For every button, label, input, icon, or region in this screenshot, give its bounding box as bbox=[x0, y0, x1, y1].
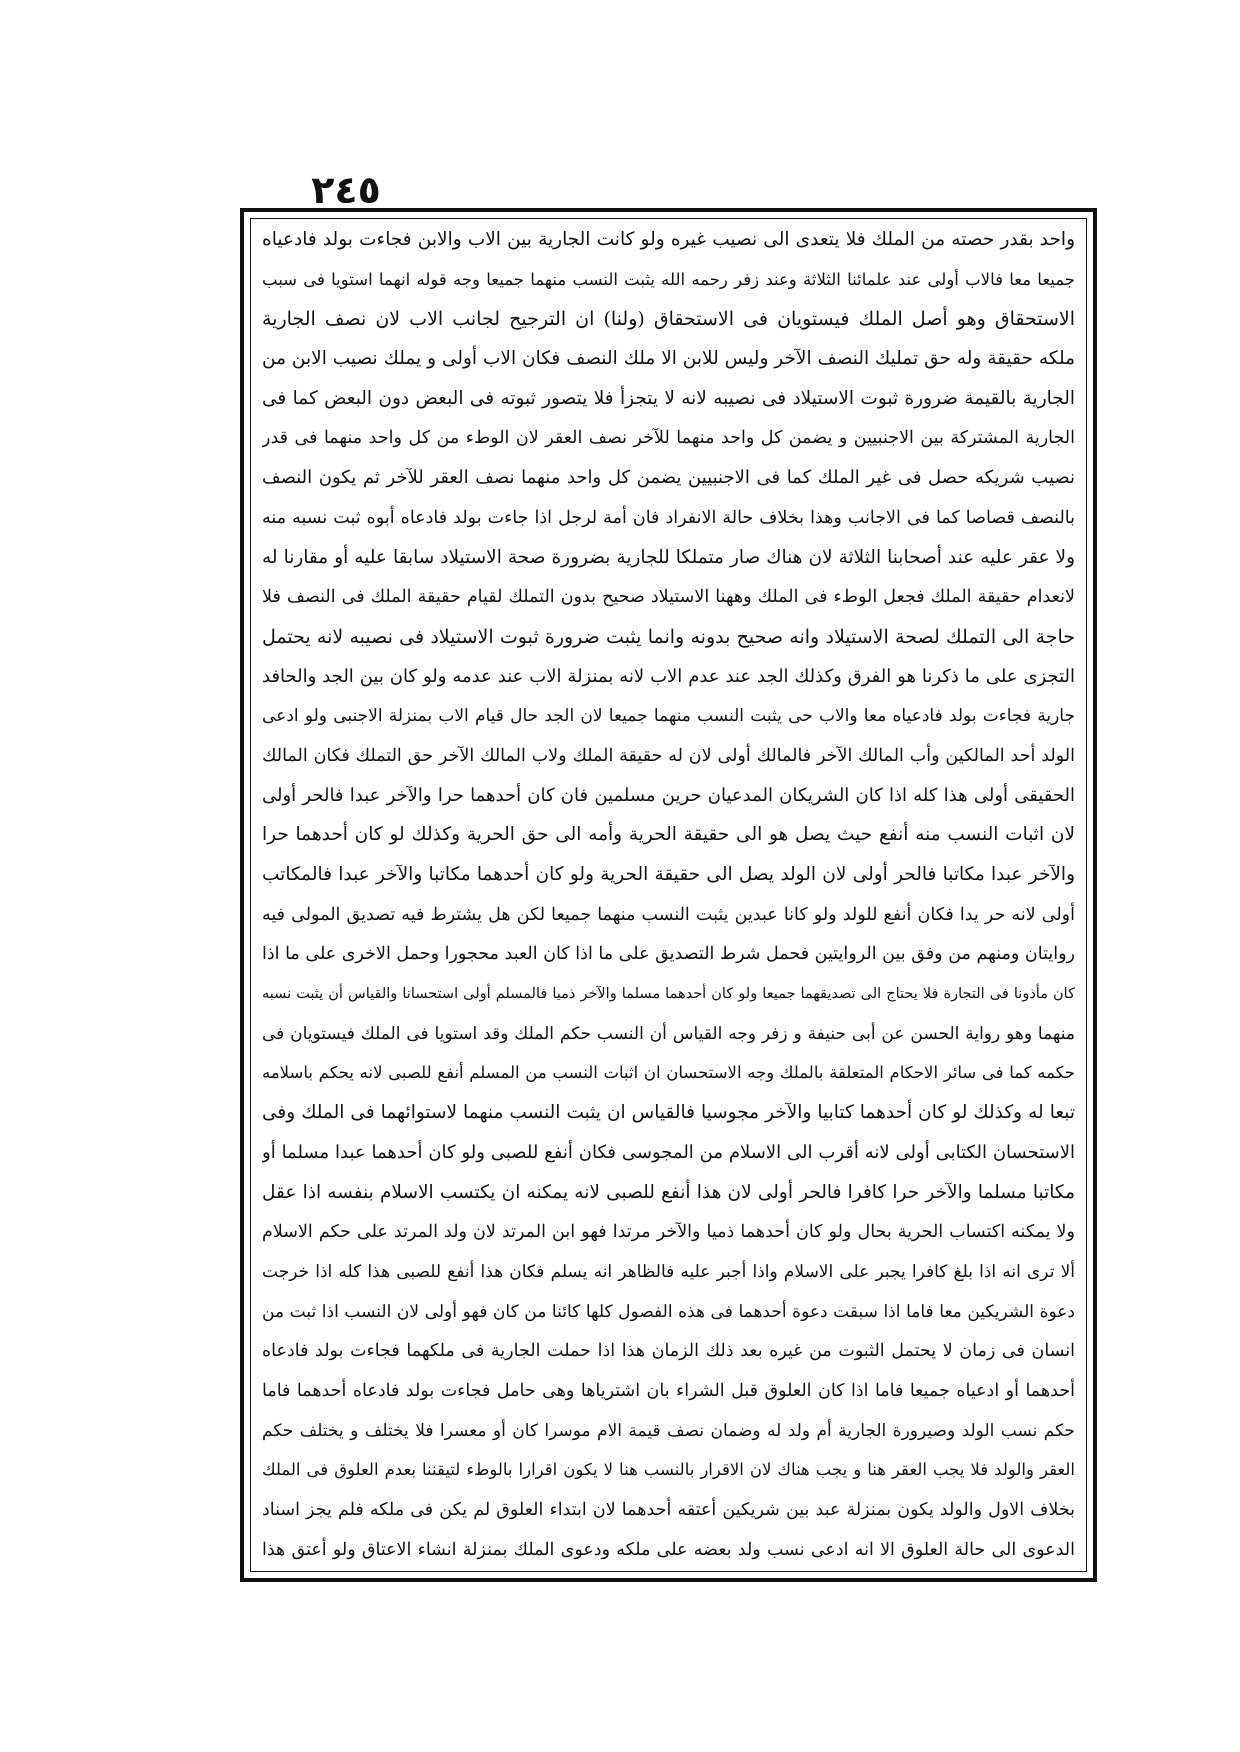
text-line: واحد بقدر حصته من الملك فلا يتعدى الى نصيب غيره ولو كانت الجارية بين الاب والابن فجاءت بولد فادعياه bbox=[262, 229, 1075, 250]
text-line: الحقيقى أولى هذا كله اذا كان الشريكان المدعيان حرين مسلمين فان كان أحدهما حرا والآخر عبدا فالحر أولى bbox=[262, 784, 1075, 806]
text-line: جميعا معا فالاب أولى عند علمائنا الثلاثة وعند زفر رحمه الله يثبت النسب منهما جميعا وجه قوله انهما استويا فى سبب bbox=[262, 269, 1075, 289]
text-line: حكم نسب الولد وصيرورة الجارية أم ولد له وضمان نصف قيمة الام موسرا كان أو معسرا فلا يختلف و يختلف حكم bbox=[262, 1420, 1075, 1441]
page-number: ٢٤٥ bbox=[311, 168, 381, 212]
text-line: انسان فى زمان لا يحتمل الثبوت من غيره بعد ذلك الزمان هذا اذا حملت الجارية فى ملكهما فجاءت بولد فادعاه bbox=[262, 1341, 1075, 1362]
text-line: العقر والولد فلا يجب العقر هنا و يجب هناك لان الاقرار بالنسب هنا لا يكون اقرارا بالوطء لتيقننا بعدم العلوق فى الملك bbox=[262, 1460, 1075, 1480]
text-line: الدعوى الى حالة العلوق الا انه ادعى نسب ولد بعضه على ملكه ودعوى الملك بمنزلة انشاء الاعتاق ولو أعتق هذا bbox=[262, 1539, 1075, 1560]
text-line: الاستحقاق وهو أصل الملك فيستويان فى الاستحقاق (ولنا) ان الترجيح لجانب الاب لان نصف الجارية bbox=[262, 308, 1075, 331]
text-line: ولا عقر عليه عند أصحابنا الثلاثة لان هناك صار متملكا للجارية بضرورة صحة الاستيلاد سابقا عليه أو مقارنا له bbox=[262, 546, 1075, 568]
text-line: تبعا له وكذلك لو كان أحدهما كتابيا والآخر مجوسيا فالقياس ان يثبت النسب منهما لاستوائهما فى الملك وفى bbox=[262, 1102, 1075, 1124]
text-line: والآخر عبدا مكاتبا فالحر أولى لان الولد يصل الى حقيقة الحرية ولو كان أحدهما مكاتبا والآخر عبدا فالمكاتب bbox=[262, 864, 1075, 885]
text-line: حكمه كما فى سائر الاحكام المتعلقة بالملك وجه الاستحسان ان اثبات النسب من المسلم أنفع للصبى لانه يحكم باسلامه bbox=[262, 1063, 1075, 1083]
text-line: لان اثبات النسب منه أنفع حيث يصل هو الى حقيقة الحرية وأمه الى حق الحرية وكذلك لو كان أحدهما حرا bbox=[262, 824, 1075, 846]
text-line: دعوة الشريكين معا فاما اذا سبقت دعوة أحدهما فى هذه الفصول كلها كائنا من كان فهو أولى لان النسب اذا ثبت من bbox=[262, 1301, 1075, 1322]
text-line: نصيب شريكه حصل فى غير الملك كما فى الاجنبيين يضمن كل واحد منهما نصف العقر للآخر ثم يكون النصف bbox=[262, 467, 1075, 489]
text-line: مكاتبا مسلما والآخر حرا كافرا فالحر أولى لان هذا أنفع للصبى لانه يمكنه ان يكتسب الاسلام بنفسه اذا عقل bbox=[262, 1181, 1075, 1203]
text-line: أولى لانه حر يدا فكان أنفع للولد ولو كانا عبدين يثبت النسب منهما جميعا لكن هل يشترط فيه تصديق المولى فيه bbox=[262, 904, 1075, 925]
text-line: روايتان ومنهم من وفق بين الروايتين فحمل شرط التصديق على ما اذا كان العبد محجورا وحمل الاخرى على ما اذا bbox=[262, 944, 1075, 965]
text-body bbox=[262, 222, 1075, 1568]
text-line: الجارية بالقيمة ضرورة ثبوت الاستيلاد فى نصيبه لانه لا يتجزأ فلا يتصور ثبوته فى البعض دون البعض كما فى bbox=[262, 387, 1075, 409]
text-line: منهما وهو رواية الحسن عن أبى حنيفة و زفر وجه القياس أن النسب حكم الملك وقد استويا فى الملك فيستويان فى bbox=[262, 1023, 1075, 1044]
text-line: حاجة الى التملك لصحة الاستيلاد وانه صحيح بدونه وانما يثبت ضرورة ثبوت الاستيلاد فى نصيبه لانه يحتمل bbox=[262, 625, 1075, 648]
text-line: لانعدام حقيقة الملك فجعل الوطء فى الملك وههنا الاستيلاد صحيح بدون التملك لقيام حقيقة الملك فى النصف فلا bbox=[262, 587, 1075, 608]
text-line: الولد أحد المالكين وأب المالك الآخر فالمالك أولى لان له حقيقة الملك ولاب المالك الآخر حق التملك فكان المالك bbox=[262, 745, 1075, 766]
text-line: ملكه حقيقة وله حق تمليك النصف الآخر وليس للابن الا ملك النصف فكان الاب أولى و يملك نصيب الابن من bbox=[262, 348, 1075, 370]
text-line: بخلاف الاول والولد يكون بمنزلة عبد بين شريكين أعتقه أحدهما لان ابتداء العلوق لم يكن فى ملكه فلم يجز اسناد bbox=[262, 1500, 1075, 1520]
text-line: التجزى على ما ذكرنا هو الفرق وكذلك الجد عند عدم الاب لانه بمنزلة الاب عند عدمه ولو كان بين الجد والحافد bbox=[262, 665, 1075, 687]
text-line: أحدهما أو ادعياه جميعا فاما اذا كان العلوق قبل الشراء بان اشترياها وهى حامل فجاءت بولد فادعاه أحدهما فاما bbox=[262, 1380, 1075, 1401]
text-line: جارية فجاءت بولد فادعياه معا والاب حى يثبت النسب منهما جميعا لان الجد حال قيام الاب بمنزلة الاجنبى ولو ادعى bbox=[262, 706, 1075, 727]
text-line: ألا ترى انه اذا بلغ كافرا يجبر على الاسلام واذا أجبر عليه فالظاهر انه يسلم فكان هذا أنفع للصبى هذا كله اذا خرجت bbox=[262, 1261, 1075, 1282]
text-line: كان مأذونا فى التجارة فلا يحتاج الى تصديقهما جميعا ولو كان أحدهما مسلما والآخر ذميا فالمسلم أولى استحسانا والقياس أن يثبت نسبه bbox=[262, 986, 1075, 1003]
text-line: الاستحسان الكتابى أولى لانه أقرب الى الاسلام من المجوسى فكان أنفع للصبى ولو كان أحدهما عبدا مسلما أو bbox=[262, 1141, 1075, 1163]
text-line: الجارية المشتركة بين الاجنبيين و يضمن كل واحد منهما للآخر نصف العقر لان الوطء من كل واحد منهما فى قدر bbox=[262, 428, 1075, 449]
text-line: بالنصف قصاصا كما فى الاجانب وهذا بخلاف حالة الانفراد فان أمة لرجل اذا جاءت بولد فادعاه أبوه ثبت نسبه منه bbox=[262, 507, 1075, 528]
text-line: ولا يمكنه اكتساب الحرية بحال ولو كان أحدهما ذميا والآخر مرتدا فهو ابن المرتد لان ولد المرتد على حكم الاسلام bbox=[262, 1222, 1075, 1243]
